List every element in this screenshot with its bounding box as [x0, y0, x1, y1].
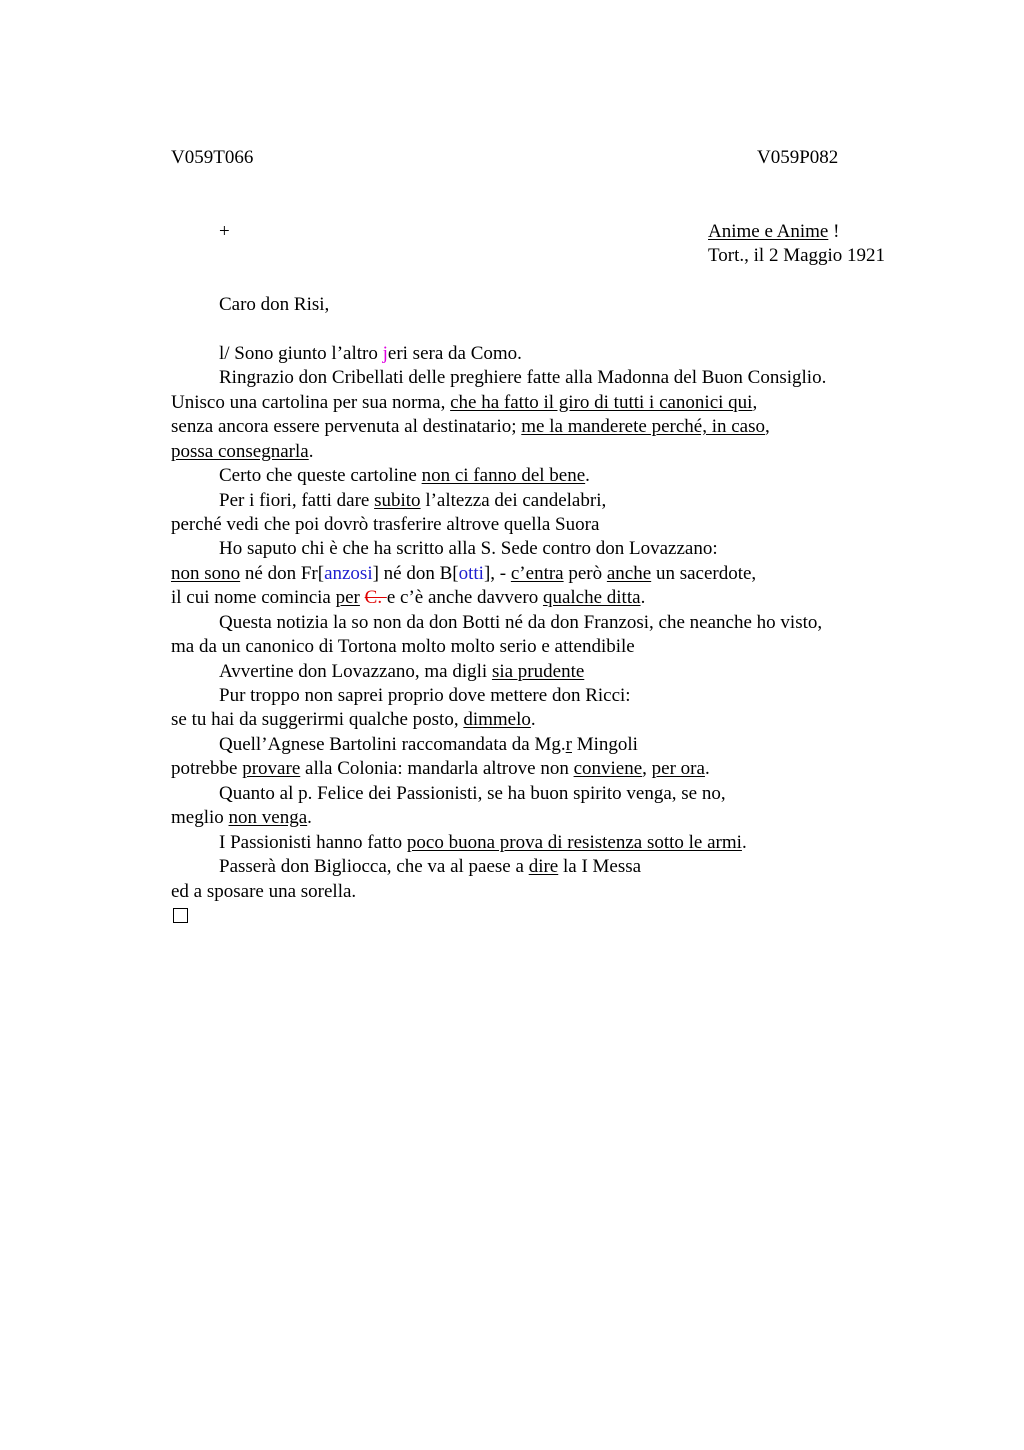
text-run-underlined: subito — [374, 490, 421, 511]
text-run-underlined: conviene — [573, 758, 643, 779]
cross-symbol: + — [219, 221, 230, 242]
text-run-underlined: anche — [606, 563, 652, 584]
text-run: ma da un canonico di Tortona molto molto serio e attendibile — [171, 636, 635, 657]
document-code-left: V059T066 — [171, 147, 254, 168]
body-line — [219, 342, 522, 366]
text-run: la I Messa — [558, 856, 642, 877]
text-run: meglio — [171, 807, 229, 828]
text-run: però — [563, 563, 607, 584]
text-run: I Passionisti hanno fatto — [219, 832, 407, 853]
text-run-underlined: che ha fatto il giro di tutti i canonici qui — [450, 392, 753, 413]
text-run-underlined: c’entra — [510, 563, 564, 584]
text-run-correction: j — [382, 343, 388, 364]
body-line — [171, 562, 756, 586]
text-run-underlined: poco buona prova di resistenza sotto le armi — [406, 832, 742, 853]
text-run: . — [741, 832, 747, 853]
body-line — [219, 831, 747, 855]
body-line — [219, 733, 638, 757]
text-run: Unisco una cartolina per sua norma, — [171, 392, 451, 413]
text-run-underlined: qualche ditta — [542, 587, 641, 608]
text-run: Quell’Agnese Bartolini raccomandata da Mg. — [219, 734, 566, 755]
text-run-underlined: possa consegnarla — [171, 441, 309, 462]
body-line — [171, 415, 770, 439]
body-line — [219, 366, 826, 390]
text-run-underlined: sia prudente — [491, 661, 585, 682]
text-run: ] né don B[ — [372, 563, 459, 584]
motto-exclamation: ! — [828, 221, 840, 242]
text-run-underlined: dire — [528, 856, 559, 877]
motto — [708, 220, 839, 244]
text-run: Pur troppo non saprei proprio dove mettere don Ricci: — [219, 685, 631, 706]
text-run: eri sera da Como. — [387, 343, 522, 364]
text-run: e c’è anche davvero — [386, 587, 543, 608]
text-run: Mingoli — [571, 734, 638, 755]
body-line — [219, 782, 726, 806]
text-run-underlined: non ci fanno del bene — [421, 465, 586, 486]
text-run: Certo che queste cartoline — [219, 465, 422, 486]
place-date: Tort., il 2 Maggio 1921 — [708, 245, 886, 266]
text-run: . — [307, 807, 312, 828]
text-run: l/ Sono giunto l’altro — [219, 343, 383, 364]
text-run: Avvertine don Lovazzano, ma digli — [219, 661, 492, 682]
text-run: un sacerdote, — [651, 563, 757, 584]
body-line — [219, 611, 822, 635]
text-run: Per i fiori, fatti dare — [219, 490, 375, 511]
text-run: il cui nome comincia — [171, 587, 336, 608]
salutation: Caro don Risi, — [219, 294, 330, 315]
text-run: né don Fr[ — [240, 563, 325, 584]
body-line — [171, 880, 356, 904]
square-outline-icon — [173, 908, 188, 923]
body-line — [219, 464, 590, 488]
text-run-underlined: me la manderete perché, in caso — [521, 416, 765, 437]
body-line — [171, 708, 536, 732]
body-line — [219, 660, 584, 684]
document-code-right: V059P082 — [757, 147, 839, 168]
text-run-underlined: per ora — [651, 758, 705, 779]
text-run: Questa notizia la so non da don Botti né da don Franzosi, che neanche ho visto, — [219, 612, 823, 633]
body-line — [171, 586, 645, 610]
motto-text: Anime e Anime — [708, 221, 829, 242]
text-run: perché vedi che poi dovrò trasferire altrove quella Suora — [171, 514, 600, 535]
text-run-deleted: C. — [364, 587, 387, 608]
text-run: potrebbe — [171, 758, 243, 779]
text-run: ed a sposare una sorella. — [171, 881, 357, 902]
body-line — [219, 684, 631, 708]
text-run: . — [585, 465, 590, 486]
text-run: , — [642, 758, 652, 779]
text-run: Ringrazio don Cribellati delle preghiere fatte alla Madonna del Buon Consiglio. — [219, 367, 827, 388]
text-run: ], - — [483, 563, 511, 584]
text-run: , — [752, 392, 758, 413]
text-run: se tu hai da suggerirmi qualche posto, — [171, 709, 464, 730]
text-run: senza ancora essere pervenuta al destinatario; — [171, 416, 522, 437]
text-run: alla Colonia: mandarla altrove non — [300, 758, 574, 779]
text-run-underlined: r — [565, 734, 572, 755]
text-run-underlined: non sono — [171, 563, 241, 584]
body-line — [219, 489, 606, 513]
text-run-underlined: provare — [242, 758, 301, 779]
text-run-underlined: non venga — [228, 807, 308, 828]
text-run-underlined: per — [335, 587, 360, 608]
body-line — [171, 391, 757, 415]
body-line — [219, 855, 641, 879]
body-line — [171, 635, 635, 659]
body-line — [171, 806, 312, 830]
text-run: l’altezza dei candelabri, — [420, 490, 607, 511]
text-run-editorial: anzosi — [324, 563, 373, 584]
text-run: . — [308, 441, 314, 462]
text-run: , — [765, 416, 770, 437]
body-line — [171, 513, 599, 537]
text-run: Quanto al p. Felice dei Passionisti, se ha buon spirito venga, se no, — [219, 783, 726, 804]
body-line — [171, 757, 710, 781]
text-run: Ho saputo chi è che ha scritto alla S. Sede contro don Lovazzano: — [219, 538, 718, 559]
body-line — [171, 440, 313, 464]
body-line — [219, 537, 718, 561]
text-run: Passerà don Bigliocca, che va al paese a — [219, 856, 529, 877]
text-run-editorial: otti — [458, 563, 484, 584]
text-run: . — [704, 758, 710, 779]
text-run: . — [530, 709, 536, 730]
text-run-underlined: dimmelo — [463, 709, 531, 730]
text-run: . — [640, 587, 646, 608]
